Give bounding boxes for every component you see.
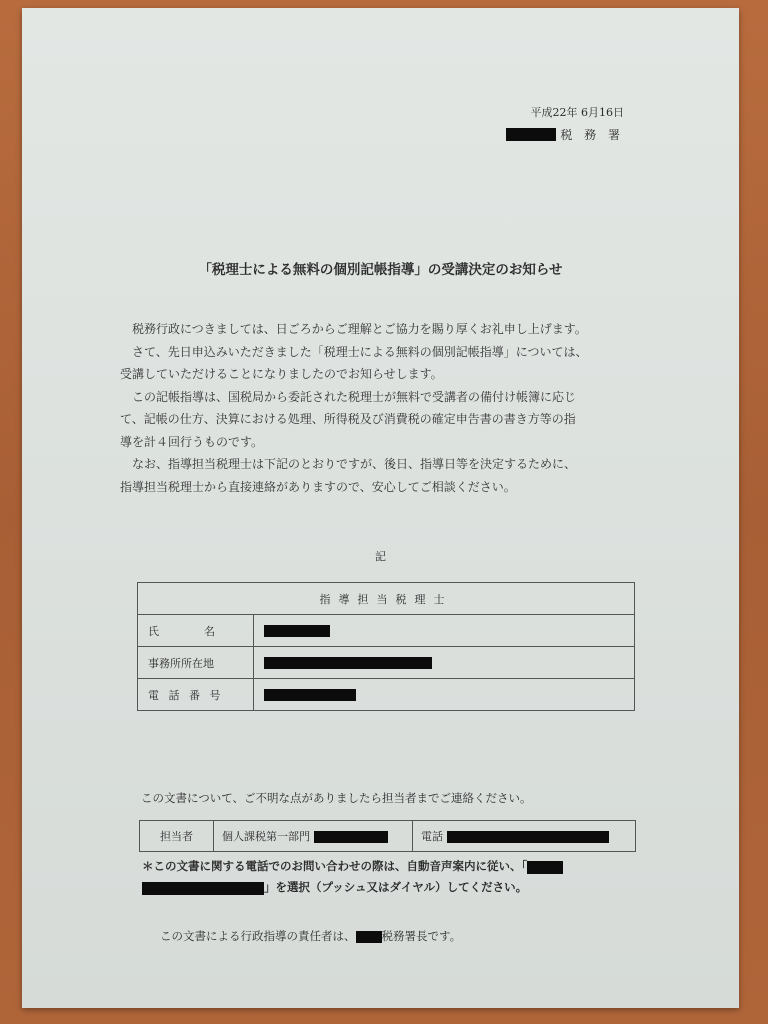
contact-person-label: 担当者 [140,821,214,852]
redacted-name [264,625,330,637]
responsible-prefix: この文書による行政指導の責任者は、 [160,929,356,943]
contact-table [139,820,636,852]
auto-note-text-2: 」を選択（プッシュ又はダイヤル）してください。 [264,880,528,894]
redacted-office [356,931,382,943]
document-page [22,8,739,1008]
redacted-phone [264,689,356,701]
paragraph-line: て、記帳の仕方、決算における処理、所得税及び消費税の確定申告書の書き方等の指 [120,412,576,426]
redacted-contact-phone [447,831,609,843]
table-row [138,615,635,647]
paragraph-line: なお、指導担当税理士は下記のとおりですが、後日、指導日等を決定するために、 [132,457,577,471]
body-text [120,318,588,498]
document-date: 平成22年 6月16日 [530,106,624,119]
redacted-option-number [142,882,264,895]
auto-voice-note [142,856,563,898]
advisor-table [137,582,635,711]
contact-phone-label: 電話 [421,830,443,843]
office-suffix: 税 務 署 [560,128,624,142]
paragraph-line: 税務行政につきましては、日ごろからご理解とご協力を賜り厚くお礼申し上げます。 [132,322,587,336]
redacted-option-start [527,861,563,874]
paragraph-line: 指導担当税理士から直接連絡がありますので、安心してご相談ください。 [120,479,516,494]
paragraph-line: さて、先日申込みいただきました「税理士による無料の個別記帳指導」については、 [132,344,588,359]
contact-phone [413,821,636,852]
table-row [138,647,635,679]
responsible-official [160,928,461,944]
table-row [140,821,636,852]
redacted-address [264,657,432,669]
auto-note-line-1 [142,856,563,877]
phone-value [254,679,635,711]
department-name: 個人課税第一部門 [222,830,310,843]
paragraph-line: この記帳指導は、国税局から委託された税理士が無料で受講者の備付け帳簿に応じ [132,389,577,404]
paragraph-line: 受講していただけることになりましたのでお知らせします。 [120,367,443,381]
auto-note-text-1: ＊この文書に関する電話でのお問い合わせの際は、自動音声案内に従い、「 [142,859,528,873]
advisor-table-header: 指導担当税理士 [138,583,635,615]
paragraph-line: 導を計４回行うものです。 [120,434,264,449]
table-row [138,679,635,711]
redacted-office-name [506,128,556,141]
auto-note-line-2 [142,877,563,898]
contact-note: この文書について、ご不明な点がありましたら担当者までご連絡ください。 [141,791,532,805]
name-label: 氏 名 [138,615,254,647]
ki-marker: 記 [375,550,386,563]
phone-label: 電 話 番 号 [138,679,254,711]
address-label: 事務所所在地 [138,647,254,679]
contact-department [214,821,413,852]
name-value [254,615,635,647]
responsible-suffix: 税務署長です。 [381,929,462,943]
redacted-person [314,831,388,843]
document-title: 「税理士による無料の個別記帳指導」の受講決定のお知らせ [198,262,563,278]
address-value [254,647,635,679]
issuing-office [506,126,624,143]
